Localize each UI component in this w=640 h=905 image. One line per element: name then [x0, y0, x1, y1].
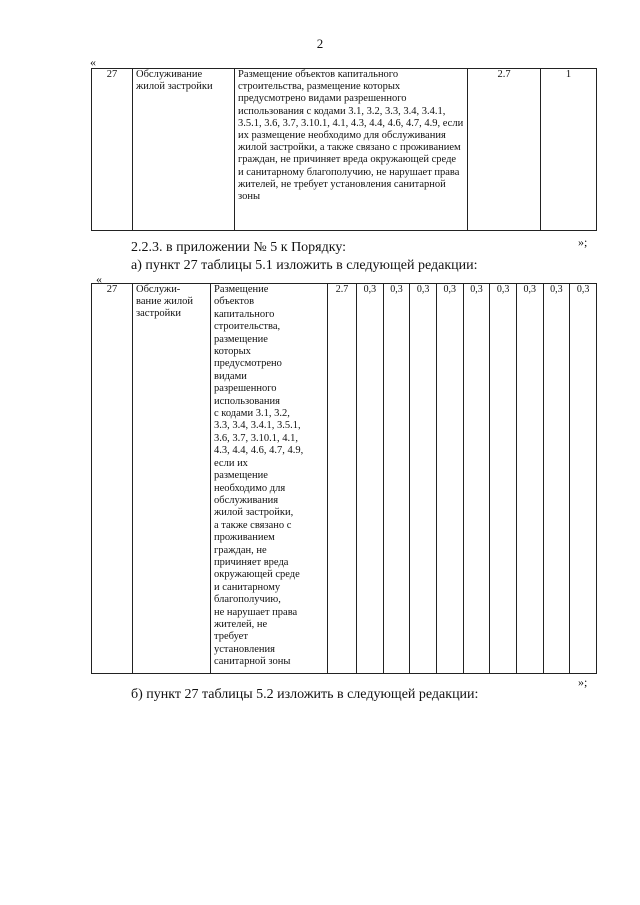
- desc-line: жителей, не: [214, 618, 268, 630]
- desc-line: размещение: [214, 470, 268, 482]
- desc-line: санитарной зоны: [214, 656, 291, 668]
- name-line: Обслужи-: [136, 284, 181, 295]
- row-value: 1: [541, 69, 597, 231]
- desc-line: установления: [214, 643, 275, 655]
- desc-line: 4.3, 4.4, 4.6, 4.7, 4.9,: [214, 445, 304, 457]
- desc-line: размещение: [214, 333, 268, 345]
- table-5-1-row-27-previous: [91, 68, 597, 231]
- paragraph-a: а) пункт 27 таблицы 5.1 изложить в следующей редакции:: [131, 258, 478, 273]
- value-cell: 0,3: [516, 284, 543, 674]
- desc-line: Размещение: [214, 284, 269, 295]
- quote-open: «: [96, 272, 102, 286]
- value-cell: 0,3: [383, 284, 410, 674]
- quote-close: »;: [578, 675, 588, 689]
- desc-line: а также связано с: [214, 519, 292, 531]
- paragraph-2-2-3: 2.2.3. в приложении № 5 к Порядку:: [131, 240, 347, 255]
- value-cell: 0,3: [570, 284, 597, 674]
- desc-line: причиняет вреда: [214, 556, 289, 568]
- name-line: вание жилой: [136, 296, 193, 308]
- row-description: [211, 284, 328, 674]
- desc-line: если их: [214, 457, 248, 469]
- quote-close: »;: [578, 235, 588, 249]
- desc-line: граждан, не: [214, 544, 267, 556]
- page-number: 2: [316, 36, 324, 51]
- value-cell: 0,3: [410, 284, 437, 674]
- row-number: 27: [92, 284, 133, 674]
- desc-line: объектов: [214, 296, 255, 308]
- row-description: Размещение объектов капитального строительства, размещение которых предусмотрено видами разрешенного использования с кодами 3.1, 3.2, 3.3, 3.4, 3.4.1, 3.5.1, 3.6, 3.7, 3.10.1, 4.1, 4.3, 4.4, 4.6, 4.7, 4.9, если их размещение необходимо для обслуживания жилой застройки, а также связано с проживанием граждан, не причиняет вреда окружающей среде и санитарному благополучию, не нарушает права жителей, не требует установления санитарной зоны: [235, 69, 468, 231]
- desc-line: предусмотрено: [214, 358, 282, 370]
- desc-line: необходимо для: [214, 482, 286, 494]
- row-number: 27: [92, 69, 133, 231]
- paragraph-b: б) пункт 27 таблицы 5.2 изложить в следующей редакции:: [131, 687, 479, 702]
- row-code: 2.7: [328, 284, 357, 674]
- desc-line: обслуживания: [214, 494, 279, 506]
- desc-line: видами: [214, 370, 247, 382]
- quote-open: «: [90, 55, 96, 69]
- desc-line: и санитарному: [214, 581, 281, 593]
- desc-line: разрешенного: [214, 383, 277, 395]
- value-cell: 0,3: [357, 284, 384, 674]
- desc-line: 3.6, 3.7, 3.10.1, 4.1,: [214, 432, 298, 444]
- row-code: 2.7: [468, 69, 541, 231]
- desc-line: жилой застройки,: [214, 507, 294, 519]
- desc-line: капитального: [214, 308, 275, 320]
- desc-line: использования: [214, 395, 280, 407]
- name-line: застройки: [136, 308, 182, 320]
- desc-line: требует: [214, 631, 248, 643]
- row-name: [133, 284, 211, 674]
- value-cell: 0,3: [543, 284, 570, 674]
- row-name: Обслуживание жилой застройки: [133, 69, 235, 231]
- table-5-1-row-27: [91, 283, 597, 674]
- desc-line: которых: [214, 346, 251, 358]
- desc-line: не нарушает права: [214, 606, 298, 618]
- value-cell: 0,3: [490, 284, 517, 674]
- desc-line: 3.3, 3.4, 3.4.1, 3.5.1,: [214, 420, 301, 432]
- desc-line: проживанием: [214, 532, 275, 544]
- value-cell: 0,3: [463, 284, 490, 674]
- desc-line: с кодами 3.1, 3.2,: [214, 408, 290, 420]
- desc-line: благополучию,: [214, 594, 281, 606]
- value-cell: 0,3: [436, 284, 463, 674]
- desc-line: строительства,: [214, 321, 281, 333]
- desc-line: окружающей среде: [214, 569, 300, 581]
